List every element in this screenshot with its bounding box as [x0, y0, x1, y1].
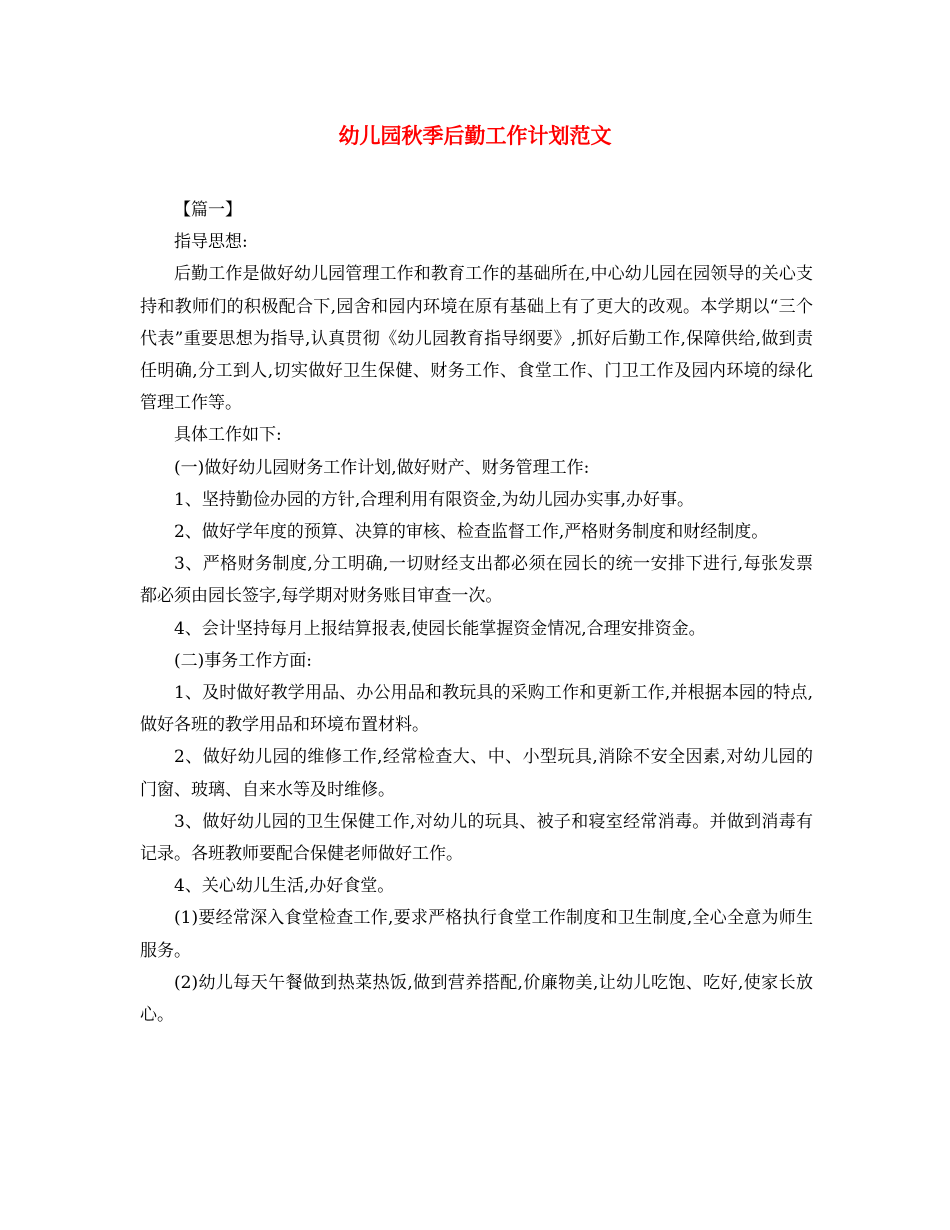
list-item: 1、及时做好教学用品、办公用品和教玩具的采购工作和更新工作,并根据本园的特点,做好各班的教学用品和环境布置材料。 [140, 683, 813, 736]
list-item: 3、做好幼儿园的卫生保健工作,对幼儿的玩具、被子和寝室经常消毒。并做到消毒有记录。各班教师要配合保健老师做好工作。 [140, 811, 813, 865]
paragraph: 指导思想: [174, 232, 248, 253]
sub-list-item: (1)要经常深入食堂检查工作,要求严格执行食堂工作制度和卫生制度,全心全意为师生服务。 [140, 908, 813, 961]
list-item: 1、坚持勤俭办园的方针,合理利用有限资金,为幼儿园办实事,办好事。 [174, 489, 695, 510]
sub-list-item: (2)幼儿每天午餐做到热菜热饭,做到营养搭配,价廉物美,让幼儿吃饱、吃好,使家长放心。 [140, 972, 813, 1026]
document-body [140, 194, 813, 1031]
list-item: 3、严格财务制度,分工明确,一切财经支出都必须在园长的统一安排下进行,每张发票都必须由园长签字,每学期对财务账目审查一次。 [140, 554, 813, 607]
section-heading: 【篇一】 [174, 200, 242, 220]
list-item: 4、关心幼儿生活,办好食堂。 [174, 876, 395, 897]
subsection-heading: (一)做好幼儿园财务工作计划,做好财产、财务管理工作: [174, 457, 590, 478]
subsection-heading: (二)事务工作方面: [174, 650, 312, 671]
paragraph: 具体工作如下: [174, 425, 282, 446]
list-item: 4、会计坚持每月上报结算报表,使园长能掌握资金情况,合理安排资金。 [174, 618, 706, 639]
paragraph: 后勤工作是做好幼儿园管理工作和教育工作的基础所在,中心幼儿园在园领导的关心支持和教师们的积极配合下,园舍和园内环境在原有基础上有了更大的改观。本学期以“三个代表”重要思想为指导,认真贯彻《幼儿园教育指导纲要》,抓好后勤工作,保障供给,做到责任明确,分工到人,切实做好卫生保健、财务工作、食堂工作、门卫工作及园内环境的绿化管理工作等。 [140, 264, 813, 414]
list-item: 2、做好幼儿园的维修工作,经常检查大、中、小型玩具,消除不安全因素,对幼儿园的门窗、玻璃、自来水等及时维修。 [140, 747, 813, 800]
list-item: 2、做好学年度的预算、决算的审核、检查监督工作,严格财务制度和财经制度。 [174, 522, 769, 543]
document-title: 幼儿园秋季后勤工作计划范文 [338, 124, 612, 148]
